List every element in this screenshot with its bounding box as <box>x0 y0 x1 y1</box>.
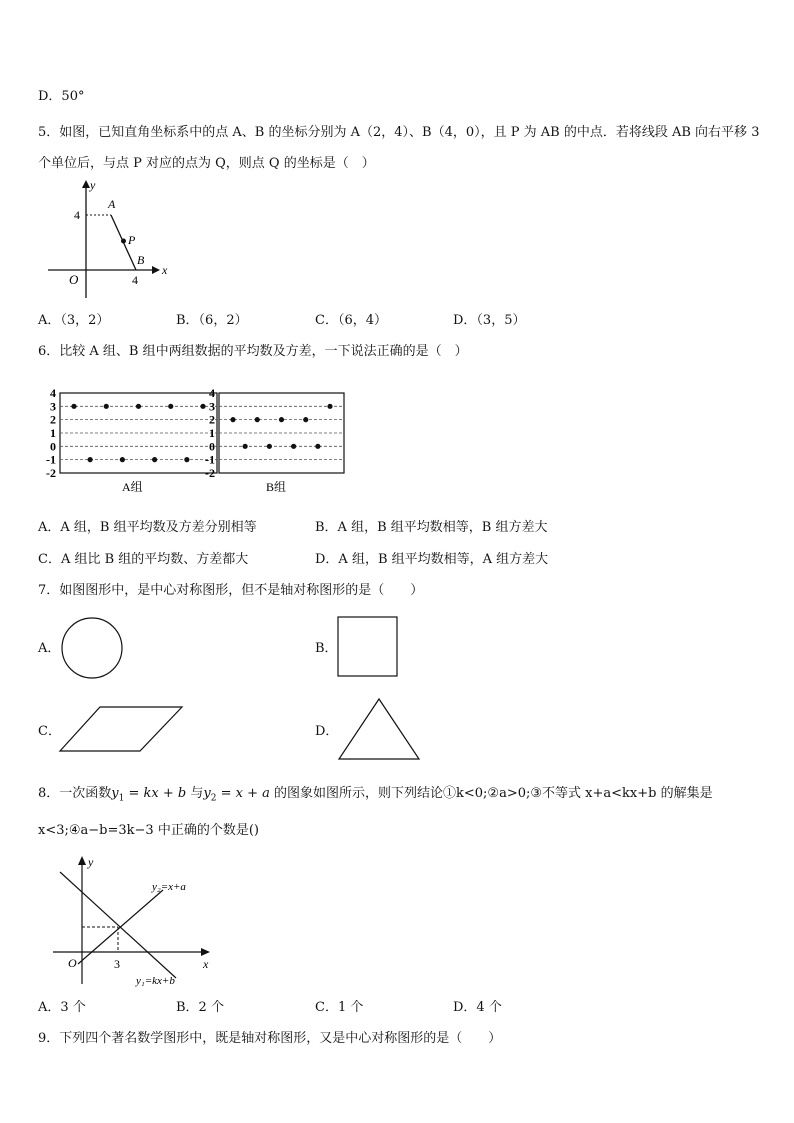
q6-group-a-data-point <box>136 404 141 409</box>
q6-group-b-data-point <box>315 444 320 449</box>
q5-option-b: B．（6，2） <box>176 313 248 328</box>
q6-group-b-tick-label: 1 <box>209 425 215 440</box>
q6-group-a-data-point <box>200 404 205 409</box>
q6-group-a-tick-label: 2 <box>50 412 56 427</box>
q6-group-b-tick-label: -2 <box>205 465 215 480</box>
q5-label-a: A <box>108 197 116 211</box>
q6-group-b-data-point <box>255 417 260 422</box>
q7-label-c: C． <box>38 724 61 739</box>
q6-group-b-data-point <box>267 444 272 449</box>
q8-option-c: C．1 个 <box>315 1000 364 1015</box>
q5-origin-label: O <box>69 272 79 287</box>
q6-group-a-data-point <box>152 457 157 462</box>
q6-group-b-data-point <box>291 444 296 449</box>
q6-option-d: D．A 组，B 组平均数相等，A 组方差大 <box>315 552 549 567</box>
q6-group-b-tick-label: 2 <box>209 412 215 427</box>
q6-group-a-data-point <box>88 457 93 462</box>
q6-group-a-data-point <box>184 457 189 462</box>
q5-option-c: C．（6，4） <box>315 313 387 328</box>
q6-group-a-tick-label: 3 <box>50 399 56 414</box>
q7-stem: 7．如图图形中，是中心对称图形，但不是轴对称图形的是（ ） <box>38 583 424 598</box>
q5-option-a: A．（3，2） <box>38 313 110 328</box>
q5-stem-line1: 5．如图，已知直角坐标系中的点 A、B 的坐标分别为 A（2，4）、B（4，0），且 P 为 AB 的中点．若将线段 AB 向右平移 3 <box>38 125 760 140</box>
q4-option-d: D．50° <box>38 89 85 104</box>
q8-option-b: B．2 个 <box>176 1000 224 1015</box>
q8-origin-label: O <box>68 956 77 970</box>
q6-group-a-tick-label: 4 <box>50 386 56 400</box>
q7-circle-figure <box>60 616 124 680</box>
q6-option-c: C．A 组比 B 组的平均数、方差都大 <box>38 552 249 567</box>
q8-line-y1-label: y₁=kx+b <box>136 975 175 987</box>
q6-group-b-data-point <box>279 417 284 422</box>
q8-line-y2-label: y₂=x+a <box>152 881 186 893</box>
q8-y-label: y <box>88 855 94 869</box>
q6-group-a-data-point <box>168 404 173 409</box>
q8-option-a: A．3 个 <box>38 1000 86 1015</box>
q8-tick-3: 3 <box>114 957 120 971</box>
q6-group-b-plot <box>205 386 344 480</box>
q5-stem-line2: 个单位后，与点 P 对应的点为 Q，则点 Q 的坐标是（ ） <box>38 156 375 171</box>
q8-option-d: D．4 个 <box>453 1000 502 1015</box>
q5-option-d: D．（3，5） <box>453 313 526 328</box>
q6-group-a-plot <box>46 386 217 480</box>
q6-option-a: A．A 组，B 组平均数及方差分别相等 <box>38 520 257 535</box>
q8-stem-line2: x<3;④a−b=3k−3 中正确的个数是() <box>38 823 259 838</box>
q7-triangle-figure <box>337 696 423 762</box>
q5-y-label: y <box>90 178 96 192</box>
q6-group-b-data-point <box>303 417 308 422</box>
q6-group-a-data-point <box>120 457 125 462</box>
q6-group-b-data-point <box>327 404 332 409</box>
q6-group-b-label: B组 <box>266 480 287 494</box>
q5-tick-4y: 4 <box>74 208 80 222</box>
q8-line-y2 <box>78 890 163 964</box>
q6-group-a-tick-label: -1 <box>46 452 56 467</box>
q6-dot-plots <box>30 381 350 496</box>
q7-square-figure <box>336 615 400 679</box>
q6-group-a-tick-label: 0 <box>50 439 56 454</box>
q8-function-graph <box>48 852 223 992</box>
q6-group-a-data-point <box>104 404 109 409</box>
q5-coordinate-figure <box>40 174 180 302</box>
q6-group-b-tick-label: 3 <box>209 399 215 414</box>
q8-x-arrow <box>201 948 210 956</box>
q6-group-b-data-point <box>230 417 235 422</box>
q5-x-label: x <box>162 263 168 277</box>
q5-y-arrow <box>82 180 90 188</box>
q8-y-arrow <box>78 856 86 865</box>
q5-tick-4x: 4 <box>132 273 138 287</box>
q8-x-label: x <box>203 957 209 971</box>
q7-label-a: A． <box>38 641 61 656</box>
q6-group-b-tick-label: 4 <box>209 386 215 400</box>
q7-parallelogram-figure <box>58 704 186 754</box>
q6-group-a-label: A组 <box>122 480 143 494</box>
q6-group-b-tick-label: 0 <box>209 439 215 454</box>
q5-label-p: P <box>128 233 136 247</box>
q6-group-a-data-point <box>71 404 76 409</box>
q6-group-b-data-point <box>243 444 248 449</box>
q6-option-b: B．A 组，B 组平均数相等，B 组方差大 <box>315 520 548 535</box>
q6-stem: 6．比较 A 组、B 组中两组数据的平均数及方差，一下说法正确的是（ ） <box>38 344 468 359</box>
q9-stem: 9．下列四个著名数学图形中，既是轴对称图形，又是中心对称图形的是（ ） <box>38 1031 502 1046</box>
q5-x-arrow <box>152 266 160 274</box>
q6-group-a-tick-label: -2 <box>46 465 56 480</box>
q7-label-b: B． <box>315 641 338 656</box>
q5-label-b: B <box>137 253 145 267</box>
q5-point-p <box>121 239 126 244</box>
q8-stem-line1: 8．一次函数$y_1$ = kx + b 与$y_2 = x + a$ 的图象如图所示，则下列结论①k<0;②a>0;③不等式 x+a<kx+b 的解集是 <box>38 786 713 804</box>
q6-group-b-tick-label: -1 <box>205 452 215 467</box>
q6-group-a-tick-label: 1 <box>50 425 56 440</box>
q7-label-d: D． <box>315 724 339 739</box>
